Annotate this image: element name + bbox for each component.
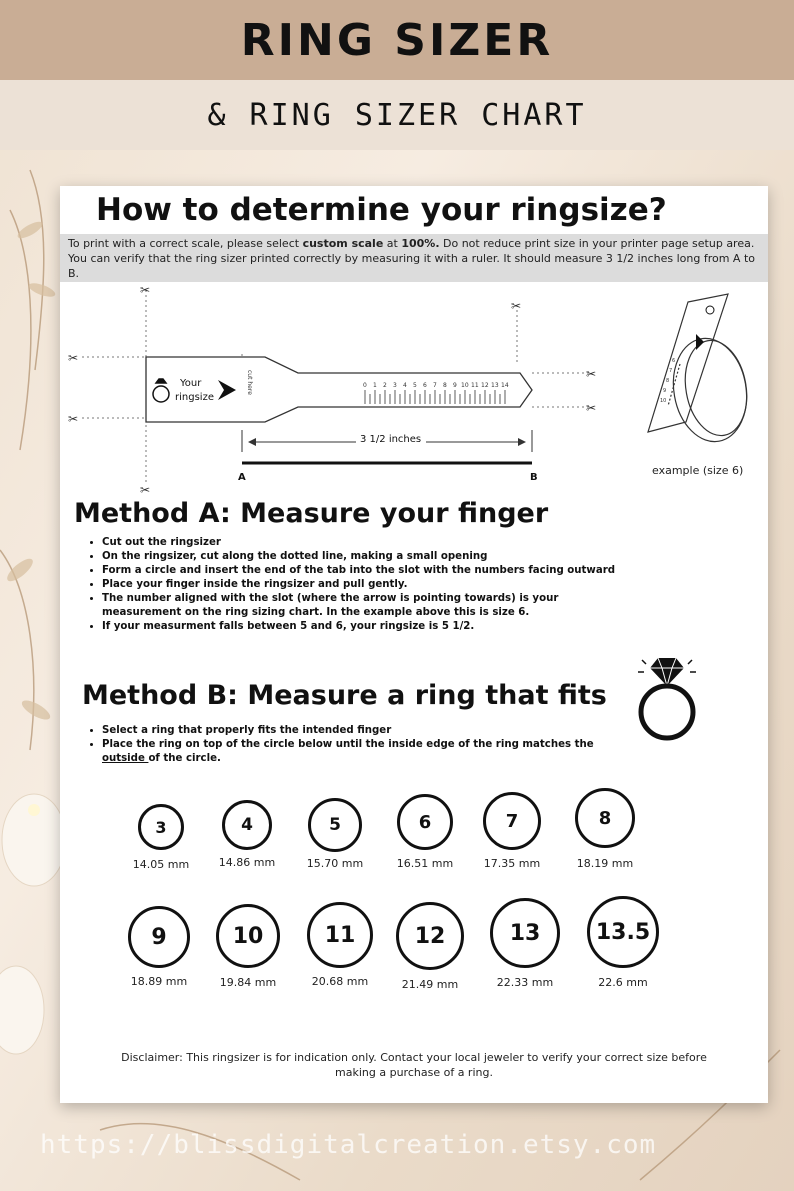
method-a-title: Method A: Measure your finger [74, 498, 549, 529]
size-mm: 22.33 mm [496, 976, 554, 989]
size-5 [299, 798, 371, 870]
list-item: • The number aligned with the slot (where the arrow is pointing towards) is your measurement on the ring sizing chart. In the example above this is size 6. [102, 592, 622, 620]
size-mm: 19.84 mm [219, 976, 277, 989]
method-b-title: Method B: Measure a ring that fits [82, 680, 607, 711]
list-item: • If your measurment falls between 5 and 6, your ringsize is 5 1/2. [102, 620, 622, 634]
print-note-text-1: To print with a correct scale, please select [68, 237, 303, 250]
size-circle: 3 [138, 804, 184, 850]
svg-text:14: 14 [501, 382, 509, 389]
size-circle: 10 [216, 904, 280, 968]
svg-text:10: 10 [660, 398, 667, 404]
sheet-title: How to determine your ringsize? [96, 192, 667, 228]
svg-text:6: 6 [423, 382, 427, 389]
print-note-text-2: at [383, 237, 402, 250]
svg-text:8: 8 [666, 378, 670, 384]
step-underlined-text: outside [102, 753, 149, 764]
page-subtitle: & RING SIZER CHART [207, 97, 587, 133]
svg-text:✂: ✂ [586, 367, 597, 381]
size-circle: 4 [222, 800, 272, 850]
svg-text:✂: ✂ [511, 299, 522, 313]
svg-text:5: 5 [413, 382, 417, 389]
header-subtitle-band [0, 80, 794, 150]
svg-text:13: 13 [491, 382, 499, 389]
svg-text:9: 9 [663, 388, 667, 394]
size-9 [124, 906, 194, 988]
size-mm: 17.35 mm [483, 857, 541, 870]
svg-text:4: 4 [403, 382, 407, 389]
svg-text:✂: ✂ [140, 283, 151, 297]
svg-text:10: 10 [461, 382, 469, 389]
list-item: • Place your finger inside the ringsizer and pull gently. [102, 578, 622, 592]
size-circle: 11 [307, 902, 373, 968]
measure-label: 3 1/2 inches [360, 434, 422, 445]
example-caption: example (size 6) [652, 464, 744, 477]
size-mm: 14.86 mm [218, 856, 276, 869]
size-11 [302, 902, 378, 988]
print-note-text-3: Do not reduce print size in your printer page setup area. You can verify that the ring sizer printed correctly by measuring it with a ruler. It should measure 3 1/2 inches long from A to B. [68, 237, 755, 280]
svg-text:7: 7 [669, 368, 673, 374]
svg-text:9: 9 [453, 382, 457, 389]
step-text-end: of the circle. [148, 753, 221, 764]
svg-text:✂: ✂ [68, 412, 79, 426]
size-circle: 12 [396, 902, 464, 970]
candle-decoration-2 [0, 966, 44, 1054]
printable-sheet [60, 186, 768, 1103]
svg-text:2: 2 [383, 382, 387, 389]
size-mm: 21.49 mm [401, 978, 459, 991]
size-circle: 13 [490, 898, 560, 968]
svg-text:0: 0 [363, 382, 367, 389]
header-title-band [0, 0, 794, 80]
cut-here-label: cut here [246, 370, 253, 395]
print-instructions [60, 234, 768, 282]
list-item: • On the ringsizer, cut along the dotted line, making a small opening [102, 550, 622, 564]
list-item: • Form a circle and insert the end of the tab into the slot with the numbers facing outward [102, 564, 622, 578]
size-mm: 15.70 mm [306, 857, 364, 870]
size-circle: 6 [397, 794, 453, 850]
print-note-bold-1: custom scale [302, 237, 384, 250]
method-a-steps [102, 536, 622, 634]
example-ring-sizer-illustration [648, 294, 754, 447]
diamond-ring-icon [632, 654, 702, 746]
svg-text:✂: ✂ [140, 483, 151, 497]
svg-text:✂: ✂ [68, 351, 79, 365]
print-note-bold-2: 100%. [401, 237, 440, 250]
size-4 [212, 800, 282, 869]
size-circle: 7 [483, 792, 541, 850]
sizer-label-line1: Your [180, 378, 202, 389]
size-7 [474, 792, 550, 870]
svg-text:11: 11 [471, 382, 479, 389]
shop-url-watermark: https://blissdigitalcreation.etsy.com [40, 1130, 657, 1160]
size-circle: 9 [128, 906, 190, 968]
svg-text:3: 3 [393, 382, 397, 389]
svg-text:12: 12 [481, 382, 489, 389]
list-item [102, 738, 632, 766]
page-title: RING SIZER [240, 14, 554, 66]
size-mm: 22.6 mm [598, 976, 648, 989]
svg-text:7: 7 [433, 382, 437, 389]
svg-text:1: 1 [373, 382, 377, 389]
size-10 [210, 904, 286, 989]
svg-text:6: 6 [672, 358, 676, 364]
size-circle: 5 [308, 798, 362, 852]
size-circle: 13.5 [587, 896, 659, 968]
size-mm: 16.51 mm [396, 857, 454, 870]
sizer-label-line2: ringsize [175, 392, 214, 403]
size-8 [567, 788, 643, 870]
size-mm: 14.05 mm [132, 858, 190, 871]
size-circle: 8 [575, 788, 635, 848]
size-12 [392, 902, 468, 991]
step-text: Place the ring on top of the circle below until the inside edge of the ring matches the [102, 739, 594, 750]
size-13 [486, 898, 564, 989]
sizer-strip [146, 357, 532, 422]
point-b-label: B [530, 472, 538, 483]
disclaimer: Disclaimer: This ringsizer is for indication only. Contact your local jeweler to verify your correct size before making a purchase of a ring. [121, 1051, 707, 1079]
size-3 [126, 804, 196, 871]
size-6 [388, 794, 462, 870]
point-a-label: A [238, 472, 246, 483]
method-b-steps [102, 724, 632, 766]
size-mm: 20.68 mm [311, 975, 369, 988]
size-mm: 18.19 mm [576, 857, 634, 870]
size-mm: 18.89 mm [130, 975, 188, 988]
list-item: • Select a ring that properly fits the intended finger [102, 724, 632, 738]
size-13-5 [582, 896, 664, 989]
list-item: • Cut out the ringsizer [102, 536, 622, 550]
svg-text:8: 8 [443, 382, 447, 389]
svg-text:✂: ✂ [586, 401, 597, 415]
